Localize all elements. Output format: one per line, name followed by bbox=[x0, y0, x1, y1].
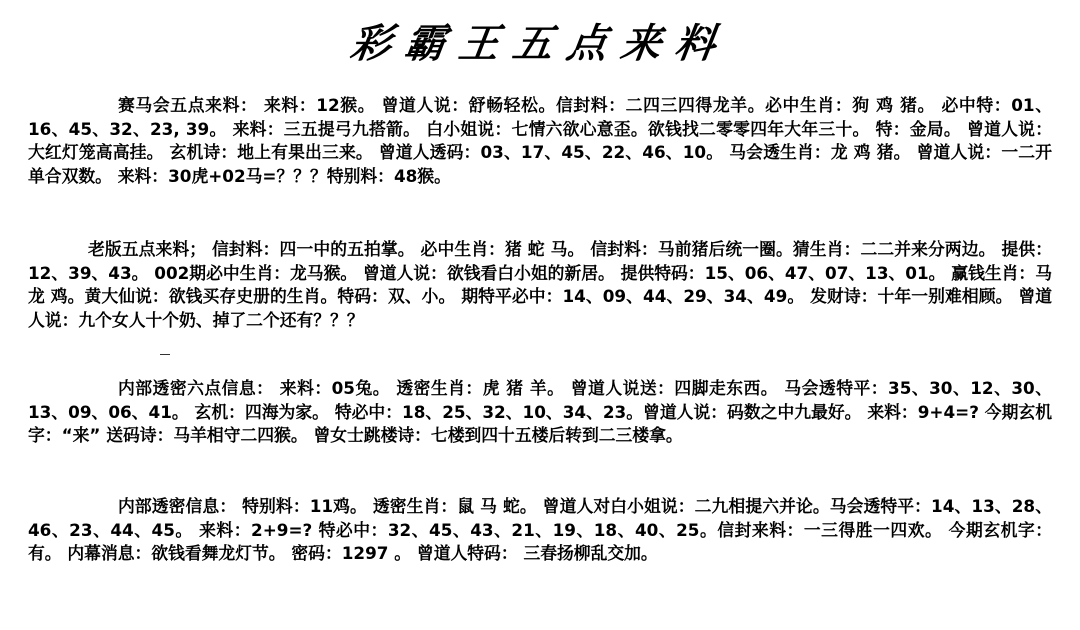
section-body: 信封料：四一中的五拍掌。 必中生肖：猪 蛇 马。 信封料：马前猪后统一圈。猜生肖：二二并来分两边。 提供：12、39、43。 002期必中生肖：龙马猴。 曾道人说：欲钱看白小姐的新居。 提供特码：15、06、47、07、13、01。 赢钱生肖：马 龙 鸡。黄大仙说：欲钱买存史册的生肖。特码：双、小。 期特平必中：14、09、44、29、34、49。 发财诗：十年一别难相顾。 曾道人说：九个女人十个奶、掉了二个还有？？？ bbox=[28, 239, 1052, 330]
section-heading: 赛马会五点来料： bbox=[118, 95, 258, 115]
divider-mark bbox=[160, 354, 170, 355]
section-body: 来料：12猴。 曾道人说：舒畅轻松。信封料：二四三四得龙羊。必中生肖：狗 鸡 猪。 必中特：01、16、45、32、23, 39。 来料：三五提弓九搭箭。 白小姐说：七情六欲心意歪。欲钱找二零零四年大年三十。 特：金局。 曾道人说：大红灯笼高高挂。 玄机诗：地上有果出三来。 曾道人透码：03、17、45、22、46、10。 马会透生肖：龙 鸡 猪。 曾道人说：一二开单合双数。 来料：30虎+02马=？？？特别料：48猴。 bbox=[28, 95, 1053, 186]
section-laoban bbox=[28, 238, 1052, 332]
section-heading: 老版五点来料； bbox=[88, 239, 207, 259]
section-neibu-liudian bbox=[28, 377, 1052, 448]
section-body: 特别料：11鸡。 透密生肖：鼠 马 蛇。 曾道人对白小姐说：二九相提六并论。马会透特平：14、13、28、46、23、44、45。 来料：2+9=? 特必中：32、45、43、21、19、18、40、25。信封来料：一三得胜一四欢。 今期玄机字：有。 内幕消息：欲钱看舞龙灯节。 密码：1297 。 曾道人特码： 三春扬柳乱交加。 bbox=[28, 496, 1052, 563]
section-neibu-toumi bbox=[28, 495, 1052, 566]
section-heading: 内部透密信息： bbox=[118, 496, 237, 516]
page-title: 彩霸王五点来料 bbox=[347, 20, 733, 67]
section-heading: 内部透密六点信息： bbox=[118, 378, 274, 398]
section-saimahui bbox=[28, 94, 1052, 188]
section-body: 来料：05兔。 透密生肖：虎 猪 羊。 曾道人说送：四脚走东西。 马会透特平：35、30、12、30、13、09、06、41。 玄机：四海为家。 特必中：18、25、32、10、34、23。曾道人说：码数之中九最好。 来料：9+4=? 今期玄机字：“来” 送码诗：马羊相守二四猴。 曾女士跳楼诗：七楼到四十五楼后转到二三楼拿。 bbox=[28, 378, 1052, 445]
